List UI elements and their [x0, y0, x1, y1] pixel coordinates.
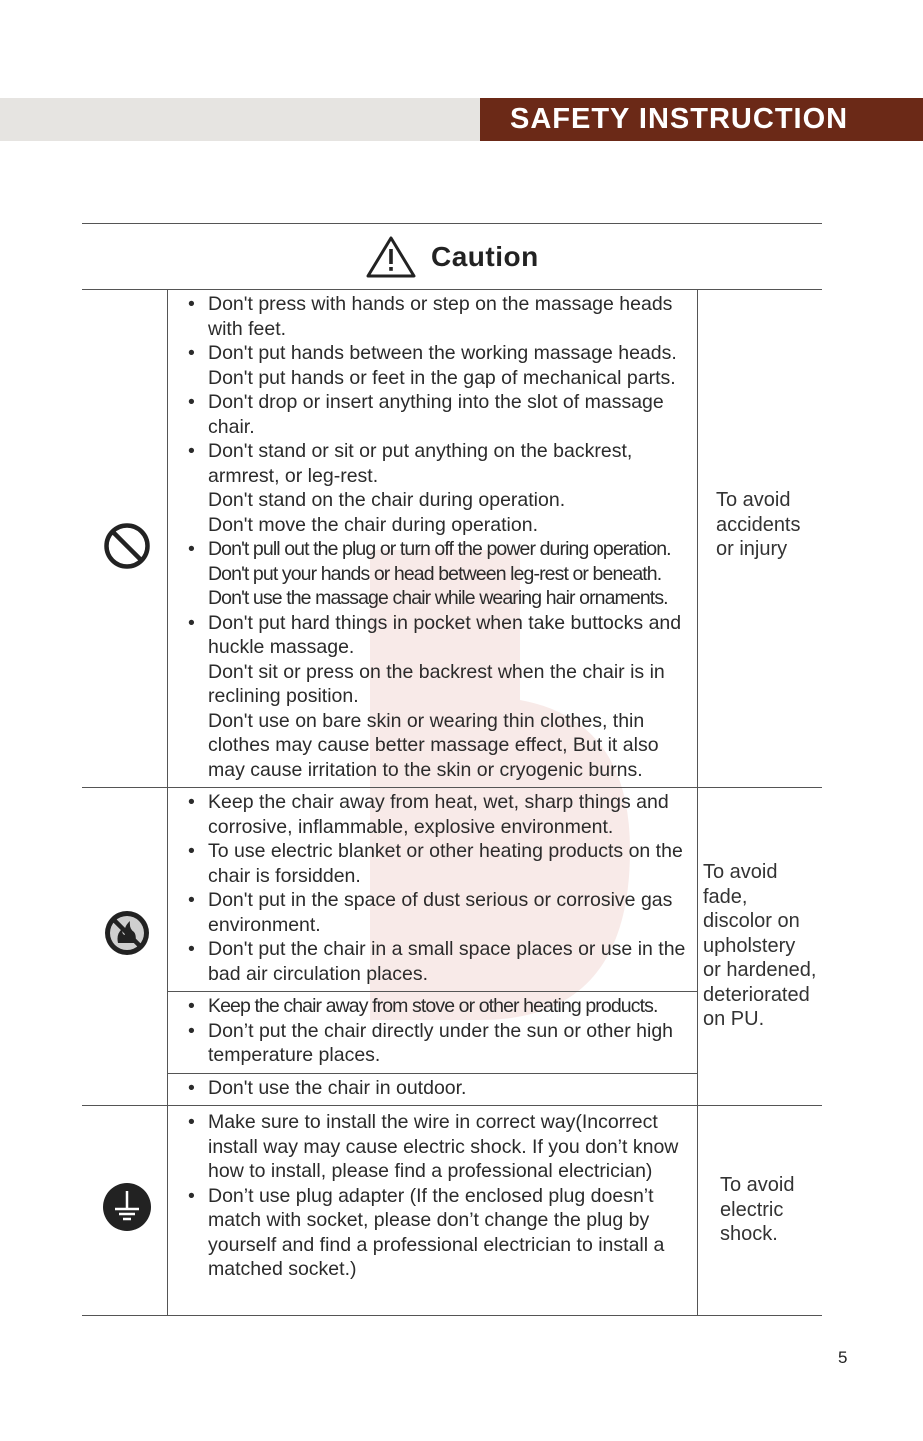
result-column-border [697, 289, 698, 1315]
section-title: SAFETY INSTRUCTION [480, 98, 923, 141]
instruction-item: • Keep the chair away from heat, wet, sharp things and corrosive, inflammable, explosive environment. [182, 790, 694, 839]
prohibition-icon [103, 522, 151, 570]
row-1-instructions [182, 292, 694, 782]
instruction-item: • Don't put hands between the working massage heads. [182, 341, 694, 366]
row-divider-2b [167, 1073, 697, 1074]
caution-label: Caution [431, 241, 539, 272]
instruction-item: Don't use the massage chair while wearing hair ornaments. [208, 587, 668, 609]
instruction-item: Don't use on bare skin or wearing thin clothes, thin clothes may cause better massage effect, But it also may cause irritation to the skin or cryogenic burns. [208, 709, 659, 781]
row-2-instructions-b [182, 994, 694, 1068]
row-divider-3 [82, 1105, 822, 1106]
instruction-item: • Keep the chair away from stove or other heating products. [182, 994, 694, 1019]
row-2-instructions-a [182, 790, 694, 986]
caution-heading [365, 236, 539, 278]
caution-row-border [82, 289, 822, 290]
instruction-item: • Don't put the chair in a small space places or use in the bad air circulation places. [182, 937, 694, 986]
instruction-item: • To use electric blanket or other heating products on the chair is forsidden. [182, 839, 694, 888]
row-3-instructions [182, 1110, 694, 1282]
instruction-item: • Don’t put the chair directly under the sun or other high temperature places. [182, 1019, 694, 1068]
no-fire-icon [103, 909, 151, 957]
row-divider-2a [167, 991, 697, 992]
instruction-item: Don't stand on the chair during operation. [208, 489, 566, 511]
instruction-item: • Make sure to install the wire in correct way(Incorrect install way may cause electric shock. If you don’t know how to install, please find a professional electrician) [182, 1110, 694, 1184]
table-top-border [82, 223, 822, 224]
instruction-item: • Don't drop or insert anything into the slot of massage chair. [182, 390, 694, 439]
instruction-item: Don't put your hands or head between leg-rest or beneath. [208, 562, 662, 585]
instruction-item: • Don't pull out the plug or turn off the power during operation. [182, 537, 694, 562]
instruction-item: Don't sit or press on the backrest when the chair is in reclining position. [208, 660, 665, 707]
instruction-item: • Don't stand or sit or put anything on the backrest, armrest, or leg-rest. [182, 439, 694, 488]
row-2-instructions-c [182, 1076, 694, 1101]
page-number: 5 [838, 1348, 848, 1367]
icon-column-border [167, 289, 168, 1315]
instruction-item: Don't move the chair during operation. [208, 513, 538, 536]
table-bottom-border [82, 1315, 822, 1316]
instruction-item: • Don't put in the space of dust serious or corrosive gas environment. [182, 888, 694, 937]
instruction-item: • Don’t use plug adapter (If the enclosed plug doesn’t match with socket, please don’t change the plug by yourself and find a professional electrician to install a matched socket.) [182, 1184, 694, 1282]
instruction-item: • Don't use the chair in outdoor. [182, 1076, 694, 1101]
warning-triangle-icon [365, 235, 417, 279]
row-3-result: To avoid electric shock. [720, 1174, 795, 1245]
instruction-item: Don't put hands or feet in the gap of mechanical parts. [208, 366, 676, 389]
row-divider-1 [82, 787, 822, 788]
ground-icon [102, 1182, 152, 1232]
instruction-item: • Don't put hard things in pocket when take buttocks and huckle massage. [182, 611, 694, 660]
row-1-result: To avoid accidents or injury [716, 489, 801, 560]
instruction-item: • Don't press with hands or step on the massage heads with feet. [182, 292, 694, 341]
row-2-result: To avoid fade, discolor on upholstery or hardened, deteriorated on PU. [703, 861, 817, 1030]
